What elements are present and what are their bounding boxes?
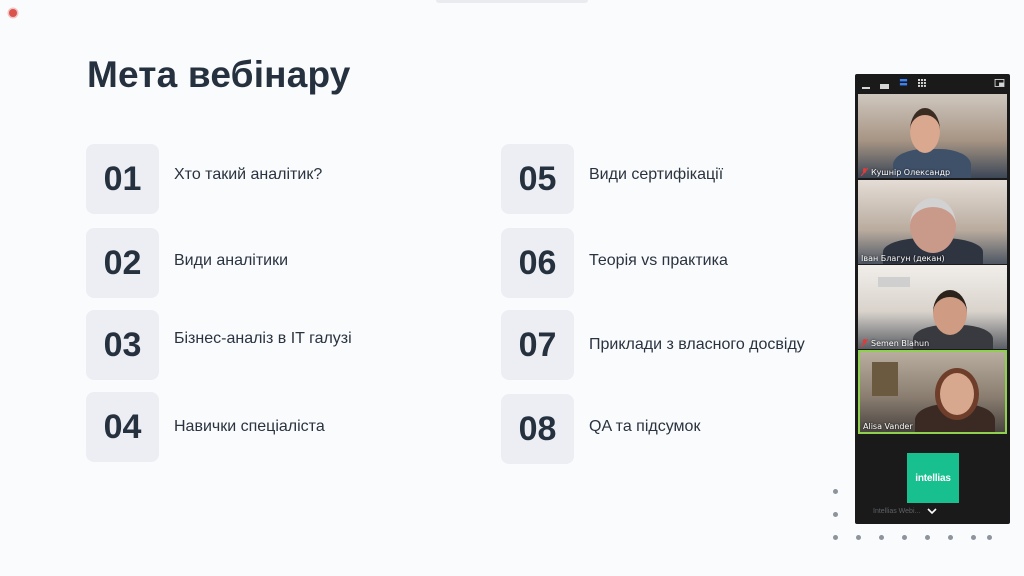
agenda-number: 02 [86, 228, 159, 298]
participant-video-tile[interactable] [858, 180, 1007, 264]
agenda-number: 08 [501, 394, 574, 464]
record-indicator-icon [9, 9, 17, 17]
agenda-label: Теорія vs практика [589, 252, 728, 269]
decorative-dot [971, 535, 976, 540]
participant-video-tile[interactable] [858, 265, 1007, 349]
agenda-label: Бізнес-аналіз в IT галузі [174, 330, 352, 347]
agenda-label: Види аналітики [174, 252, 289, 269]
decorative-dot [879, 535, 884, 540]
decorative-dot [856, 535, 861, 540]
speaker-view-icon[interactable] [899, 79, 908, 87]
slide-title: Мета вебінару [87, 54, 351, 95]
agenda-label: Приклади з власного досвіду [589, 336, 805, 353]
agenda-number: 03 [86, 310, 159, 380]
participant-name: Alisa Vander [863, 422, 913, 431]
gallery-view-icon[interactable] [917, 79, 927, 87]
participant-name: Semen Blahun [861, 339, 929, 348]
decorative-dot [833, 535, 838, 540]
screen-share-bar[interactable] [436, 0, 588, 3]
agenda-number: 06 [501, 228, 574, 298]
participant-video [910, 198, 956, 253]
intellias-logo: intellias [907, 453, 959, 503]
decorative-dot [902, 535, 907, 540]
thumbnail-view-icon[interactable] [880, 81, 889, 89]
participant-video [935, 368, 979, 420]
agenda-label: Види сертифікації [589, 166, 724, 183]
mic-muted-icon [861, 168, 868, 176]
logo-tile-caption: Intellias Webi... [873, 508, 921, 515]
decorative-dot [833, 489, 838, 494]
participant-video [910, 108, 940, 153]
participant-video [878, 277, 910, 287]
decorative-dot [948, 535, 953, 540]
agenda-number: 04 [86, 392, 159, 462]
agenda-label: Хто такий аналітик? [174, 166, 323, 183]
chevron-down-icon[interactable] [927, 507, 937, 515]
agenda-label: Навички спеціаліста [174, 418, 325, 435]
agenda-number: 01 [86, 144, 159, 214]
agenda-number: 07 [501, 310, 574, 380]
decorative-dot [833, 512, 838, 517]
minimize-icon[interactable] [862, 81, 870, 89]
decorative-dot [925, 535, 930, 540]
gallery-toolbar [855, 74, 1010, 94]
exit-fullscreen-icon[interactable] [994, 79, 1005, 87]
participant-video [933, 290, 967, 335]
agenda-number: 05 [501, 144, 574, 214]
agenda-label: QA та підсумок [589, 418, 701, 435]
participant-name: Кушнір Олександр [861, 168, 950, 177]
mic-muted-icon [861, 339, 868, 347]
participant-video-tile[interactable] [858, 94, 1007, 178]
decorative-dot [987, 535, 992, 540]
participant-video [872, 362, 898, 396]
participant-name: Іван Благун (декан) [861, 254, 945, 263]
participant-video-tile-active[interactable] [858, 350, 1007, 434]
